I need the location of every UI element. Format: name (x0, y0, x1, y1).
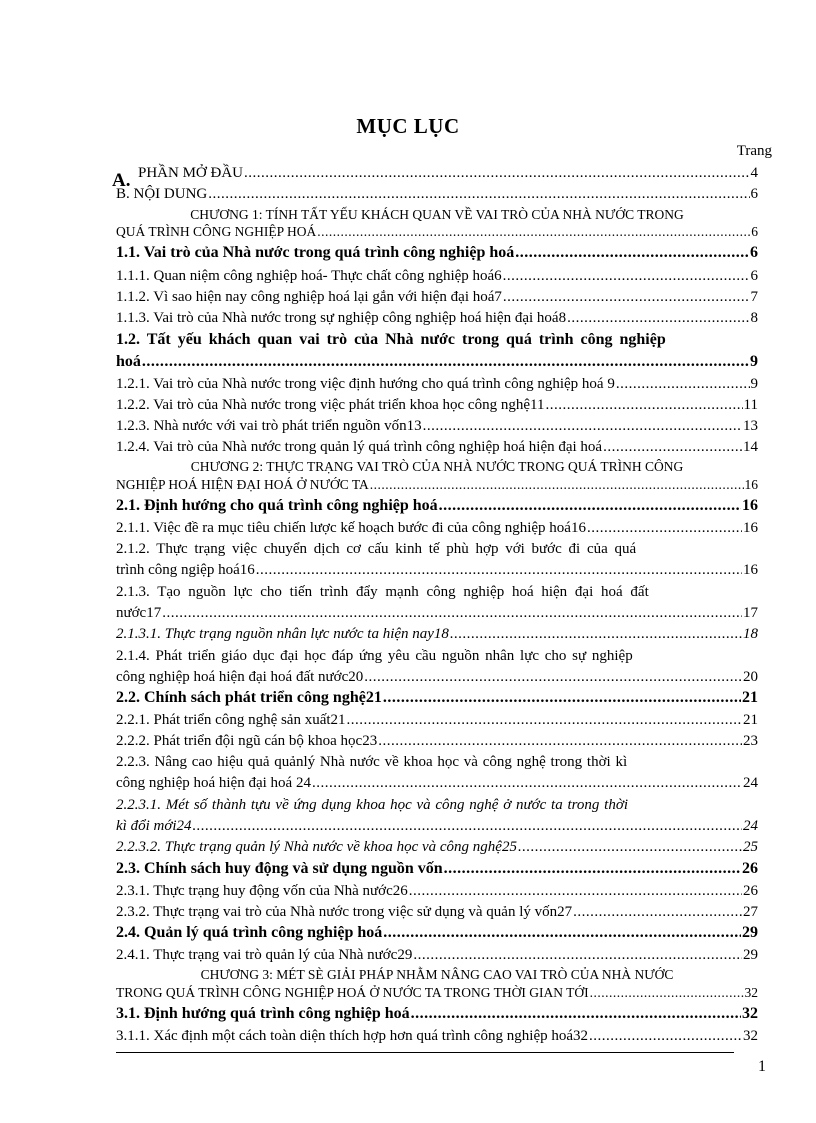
toc-entry[interactable] (116, 902, 758, 922)
toc-entry[interactable] (116, 243, 758, 263)
chapter-heading-line[interactable]: CHƯƠNG 3: MÉT SÈ GIẢI PHÁP NHẰM NÂNG CAO VAI TRÒ CỦA NHÀ NƯỚC (200, 967, 674, 982)
toc-entry-text: nước17 (116, 605, 162, 621)
toc-entry-page: 27 (743, 904, 758, 920)
toc-entry[interactable] (116, 837, 758, 857)
toc-entry-first-line[interactable]: 2.1.4. Phát triển giáo dục đại học đáp ứng yêu cầu nguồn nhân lực cho sự nghiệp (116, 648, 633, 664)
toc-entry-text: trình công ngiệp hoá16 (116, 562, 255, 578)
toc-entry[interactable] (116, 163, 758, 183)
toc-entry[interactable] (116, 287, 758, 307)
toc-entry-text: QUÁ TRÌNH CÔNG NGHIỆP HOÁ (116, 224, 317, 239)
toc-entry-text: 2.3. Chính sách huy động và sử dụng nguồn vốn (116, 860, 443, 877)
toc-entry-text: 1.2.4. Vai trò của Nhà nước trong quản lý quá trình công nghiệp hoá hiện đại hoá (116, 439, 603, 455)
toc-entry[interactable] (116, 688, 758, 708)
toc-entry-page: 6 (751, 224, 758, 239)
toc-entry-text: 3.1.1. Xác định một cách toàn diện thích hợp hơn quá trình công nghiệp hoá32 (116, 1028, 589, 1044)
toc-entry-text: 2.1. Định hướng cho quá trình công nghiệp hoá (116, 497, 438, 514)
toc-entry-text: B. NỘI DUNG (116, 186, 208, 202)
toc-entry[interactable] (116, 496, 758, 516)
toc-entry[interactable] (116, 560, 758, 580)
section-a-mark: A. (112, 170, 131, 191)
toc-entry[interactable] (116, 710, 758, 730)
page-column-label: Trang (736, 143, 772, 159)
toc-entry-page: 16 (743, 520, 758, 536)
toc-entry-text: công nghiệp hoá hiện đại hoá 24 (116, 775, 311, 791)
toc-entry[interactable] (116, 223, 758, 240)
toc-entry-page: 29 (742, 924, 758, 941)
toc-entry-page: 14 (743, 439, 758, 455)
toc-entry-page: 8 (750, 310, 758, 326)
toc-entry[interactable] (116, 984, 758, 1001)
toc-entry-text: 2.1.1. Việc đề ra mục tiêu chiến lược kế hoạch bước đi của công nghiệp hoá16 (116, 520, 586, 536)
toc-entry-page: 29 (743, 947, 758, 963)
toc-entry-text: 2.2. Chính sách phát triển công nghệ21 (116, 689, 382, 706)
toc-entry-text: 1.2.3. Nhà nước với vai trò phát triển nguồn vốn13 (116, 418, 422, 434)
toc-entry-text: 2.1.3.1. Thực trạng nguồn nhân lực nước ta hiện nay18 (116, 626, 449, 642)
toc-entry[interactable] (116, 945, 758, 965)
toc-entry-page: 24 (743, 818, 758, 834)
toc-entry-page: 23 (743, 733, 758, 749)
toc-entry-page: 17 (743, 605, 758, 621)
toc-entry-text: 3.1. Định hướng quá trình công nghiệp hoá (116, 1005, 410, 1022)
toc-entry-page: 13 (743, 418, 758, 434)
toc-entry-text: NGHIỆP HOÁ HIỆN ĐẠI HOÁ Ở NƯỚC TA (116, 477, 369, 492)
toc-entry-page: 25 (743, 839, 758, 855)
toc-entry-text: 1.1. Vai trò của Nhà nước trong quá trình công nghiệp hoá (116, 244, 515, 261)
toc-entry-text: 1.2.1. Vai trò của Nhà nước trong việc định hướng cho quá trình công nghiệp hoá 9 (116, 376, 615, 392)
toc-entry-text: 2.4.1. Thực trạng vai trò quản lý của Nhà nước29 (116, 947, 413, 963)
toc-entry-page: 26 (742, 860, 758, 877)
toc-entry[interactable] (116, 816, 758, 836)
toc-entry[interactable] (116, 731, 758, 751)
page-title: MỤC LỤC (356, 114, 460, 138)
toc-entry-first-line[interactable]: 2.2.3. Nâng cao hiệu quả quảnlý Nhà nước về khoa học và công nghệ trong thời kì (116, 754, 628, 770)
toc-entry-text: TRONG QUÁ TRÌNH CÔNG NGHIỆP HOÁ Ở NƯỚC TA TRONG THỜI GIAN TỚI (116, 985, 589, 1000)
toc-entry-page: 32 (743, 1028, 758, 1044)
toc-entry-page: 11 (743, 397, 758, 413)
toc-entry-text: 2.4. Quản lý quá trình công nghiệp hoá (116, 924, 383, 941)
toc-entry-text: 2.2.2. Phát triển đội ngũ cán bộ khoa học23 (116, 733, 378, 749)
toc-entry-page: 24 (743, 775, 758, 791)
toc-entry-page: 4 (750, 165, 758, 181)
footer-rule (116, 1052, 734, 1053)
toc-entry-text: 1.2.2. Vai trò của Nhà nước trong việc phát triển khoa học công nghệ11 (116, 397, 545, 413)
toc-entry-page: 26 (743, 883, 758, 899)
toc-entry[interactable] (116, 395, 758, 415)
toc-entry[interactable] (116, 416, 758, 436)
page-number: 1 (758, 1058, 766, 1075)
toc-entry[interactable] (116, 352, 758, 372)
toc-entry-page: 18 (743, 626, 758, 642)
toc-entry-text: 1.1.3. Vai trò của Nhà nước trong sự nghiệp công nghiệp hoá hiện đại hoá8 (116, 310, 567, 326)
toc-entry-first-line[interactable]: 2.1.3. Tạo nguồn lực cho tiến trình đẩy mạnh công nghiệp hoá hiện đại hoá đất (116, 584, 649, 600)
toc-entry-page: 7 (750, 289, 758, 305)
toc-entry-first-line[interactable]: 1.2. Tất yếu khách quan vai trò của Nhà nước trong quá trình công nghiệp (116, 331, 666, 348)
toc-entry[interactable] (116, 266, 758, 286)
toc-entry-text: 2.3.1. Thực trạng huy động vốn của Nhà nước26 (116, 883, 408, 899)
toc-entry-page: 9 (750, 376, 758, 392)
toc-entry-page: 32 (742, 1005, 758, 1022)
toc-entry[interactable] (116, 437, 758, 457)
toc-entry-text: 2.2.3.2. Thực trạng quản lý Nhà nước về khoa học và công nghệ25 (116, 839, 517, 855)
toc-entry[interactable] (116, 667, 758, 687)
toc-entry-page: 6 (750, 244, 758, 261)
toc-entry-page: 6 (750, 186, 758, 202)
toc-entry-page: 32 (744, 985, 758, 1000)
toc-entry-page: 16 (744, 477, 758, 492)
toc-entry[interactable] (116, 881, 758, 901)
toc-entry-text: hoá (116, 353, 141, 370)
toc-entry[interactable] (116, 1026, 758, 1046)
chapter-heading-line[interactable]: CHƯƠNG 2: THỰC TRẠNG VAI TRÒ CỦA NHÀ NƯỚC TRONG QUÁ TRÌNH CÔNG (190, 459, 684, 474)
toc-entry[interactable] (116, 374, 758, 394)
toc-entry-page: 16 (743, 562, 758, 578)
chapter-heading-line[interactable]: CHƯƠNG 1: TÍNH TẤT YẾU KHÁCH QUAN VỀ VAI TRÒ CỦA NHÀ NƯỚC TRONG (190, 207, 684, 222)
toc-entry[interactable] (116, 773, 758, 793)
toc-entry[interactable] (116, 624, 758, 644)
toc-entry-page: 9 (750, 353, 758, 370)
toc-entry[interactable] (116, 476, 758, 493)
toc-entry-text: 2.2.1. Phát triển công nghệ sản xuất21 (116, 712, 346, 728)
toc-entry-text: kì đổi mới24 (116, 818, 192, 834)
toc-entry[interactable] (116, 308, 758, 328)
toc-entry[interactable] (116, 184, 758, 204)
toc-entry-page: 21 (742, 689, 758, 706)
toc-entry-first-line[interactable]: 2.1.2. Thực trạng việc chuyển dịch cơ cấu kinh tế phù hợp với bước đi của quá (116, 541, 637, 557)
toc-entry-page: 21 (743, 712, 758, 728)
toc-entry-text: 2.3.2. Thực trạng vai trò của Nhà nước trong việc sử dụng và quản lý vốn27 (116, 904, 573, 920)
toc-entry[interactable] (116, 518, 758, 538)
toc-entry-text: 1.1.1. Quan niệm công nghiệp hoá- Thực chất công nghiệp hoá6 (116, 268, 502, 284)
toc-entry-text: 1.1.2. Vì sao hiện nay công nghiệp hoá lại gắn với hiện đại hoá7 (116, 289, 502, 305)
toc-entry-page: 20 (743, 669, 758, 685)
toc-entry-first-line[interactable]: 2.2.3.1. Mét số thành tựu về ứng dụng khoa học và công nghệ ở nước ta trong thời (116, 797, 629, 813)
toc-entry[interactable] (116, 1004, 758, 1024)
toc-entry[interactable] (116, 859, 758, 879)
toc-entry-page: 16 (742, 497, 758, 514)
toc-entry-text: PHẦN MỞ ĐẦU (138, 165, 244, 181)
toc-entry-text: công nghiệp hoá hiện đại hoá đất nước20 (116, 669, 364, 685)
toc-entry[interactable] (116, 603, 758, 623)
toc-entry-page: 6 (750, 268, 758, 284)
toc-entry[interactable] (116, 923, 758, 943)
